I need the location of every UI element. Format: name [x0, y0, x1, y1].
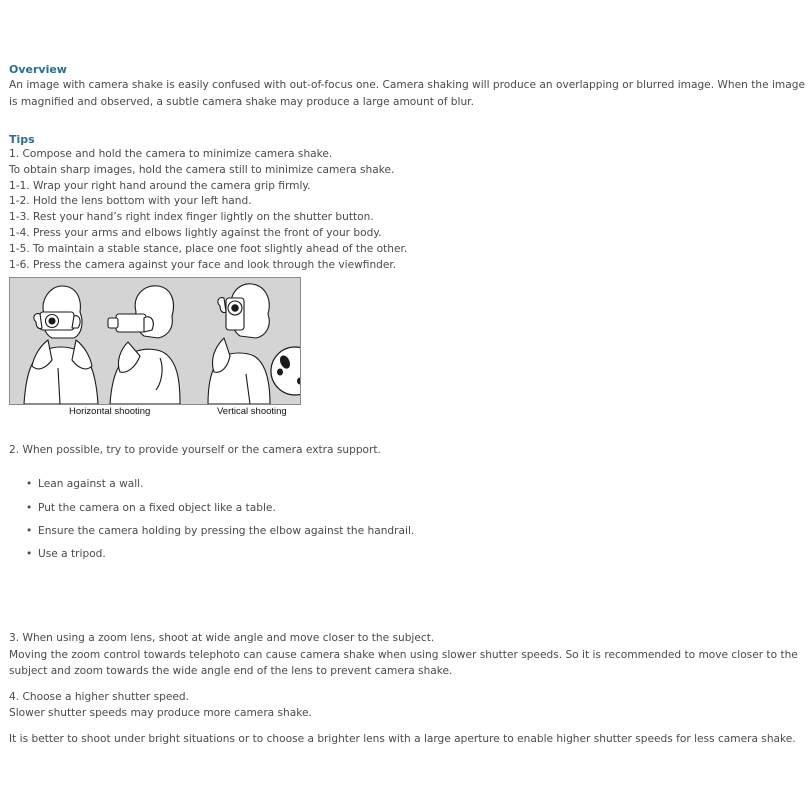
step3-section — [9, 631, 807, 680]
camera-holding-figure — [9, 277, 301, 425]
vertical-shooting-person-icon — [208, 284, 270, 404]
list-item — [26, 476, 807, 492]
overview-text: An image with camera shake is easily confused with out-of-focus one. Camera shaking will produce an overlapping or blurred image. When the image is magnified and observed, a subtle camera shake may produce a large amount of blur. — [9, 79, 805, 108]
step4-text: Slower shutter speeds may produce more camera shake. — [9, 706, 312, 719]
substep-1-1: 1-1. Wrap your right hand around the camera grip firmly. — [9, 179, 311, 192]
closing-text: It is better to shoot under bright situations or to choose a brighter lens with a large aperture to enable higher shutter speeds for less camera shake. — [9, 733, 796, 746]
list-item — [26, 500, 807, 516]
step3-title: 3. When using a zoom lens, shoot at wide angle and move closer to the subject. — [9, 631, 435, 644]
substep-1-2: 1-2. Hold the lens bottom with your left hand. — [9, 195, 252, 208]
illustration-panel — [9, 277, 301, 405]
substep-1-5: 1-5. To maintain a stable stance, place one foot slightly ahead of the other. — [9, 242, 408, 255]
horizontal-shooting-person-icon — [24, 286, 98, 404]
caption-horizontal-shooting: Horizontal shooting — [69, 406, 151, 418]
side-shooting-person-icon — [108, 286, 180, 404]
support-list — [9, 476, 807, 562]
step1-title: 1. Compose and hold the camera to minimize camera shake. — [9, 148, 333, 160]
list-item — [26, 523, 807, 539]
caption-vertical-shooting: Vertical shooting — [217, 406, 287, 418]
list-item — [26, 546, 807, 562]
list-item-text: Ensure the camera holding by pressing the elbow against the handrail. — [38, 524, 415, 537]
camera-holding-illustration — [10, 278, 300, 404]
substep-1-3: 1-3. Rest your hand’s right index finger lightly on the shutter button. — [9, 211, 374, 224]
tips-heading: Tips — [9, 133, 35, 146]
substep-1-6: 1-6. Press the camera against your face and look through the viewfinder. — [9, 258, 397, 271]
step4-title: 4. Choose a higher shutter speed. — [9, 690, 190, 703]
bullet-icon: • — [26, 478, 33, 491]
list-item-text: Lean against a wall. — [38, 478, 144, 491]
step3-text: Moving the zoom control towards telephoto can cause camera shake when using slower shutter speeds. So it is recommended to move closer to the subject and zoom towards the wide angle end of the lens to prevent camera shake. — [9, 648, 798, 678]
article — [9, 62, 807, 748]
substep-1-4: 1-4. Press your arms and elbows lightly against the front of your body. — [9, 226, 382, 239]
list-item-text: Use a tripod. — [38, 547, 106, 560]
list-item-text: Put the camera on a fixed object like a table. — [38, 501, 276, 514]
bullet-icon: • — [26, 547, 33, 560]
footprints-icon — [271, 347, 300, 395]
bullet-icon: • — [26, 501, 33, 514]
step1-intro: To obtain sharp images, hold the camera still to minimize camera shake. — [9, 163, 395, 176]
overview-heading: Overview — [9, 63, 67, 76]
step4-section — [9, 690, 807, 722]
step2-title: 2. When possible, try to provide yourself or the camera extra support. — [9, 444, 381, 457]
bullet-icon: • — [26, 524, 33, 537]
